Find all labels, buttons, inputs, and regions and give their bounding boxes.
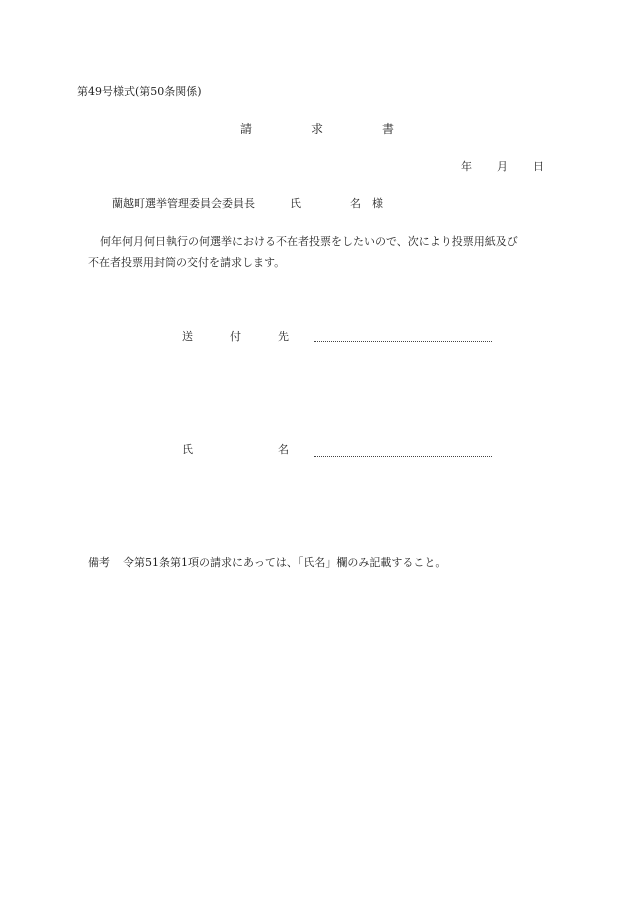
date-day-label: 日	[533, 160, 544, 173]
addressee-honorific-2: 名	[350, 197, 361, 210]
name-label-2: 名	[278, 443, 289, 456]
note-text: 令第51条第1項の請求にあっては、「氏名」欄のみ記載すること。	[123, 556, 447, 569]
body-line-2: 不在者投票用封筒の交付を請求します。	[88, 256, 286, 269]
note-label: 備考	[88, 556, 110, 569]
form-number: 第49号様式(第50条関係)	[77, 85, 202, 98]
addressee-name: 蘭越町選挙管理委員会委員長	[112, 197, 255, 210]
send-to-label-3: 先	[278, 330, 289, 343]
title-char-3: 書	[382, 122, 395, 136]
title-char-1: 請	[240, 122, 253, 136]
body-line-1: 何年何月何日執行の何選挙における不在者投票をしたいので、次により投票用紙及び	[100, 235, 518, 248]
name-label-1: 氏	[182, 443, 193, 456]
send-to-label-1: 送	[182, 330, 193, 343]
date-year-label: 年	[461, 160, 472, 173]
send-to-label-2: 付	[230, 330, 241, 343]
title-char-2: 求	[311, 122, 324, 136]
send-to-input-line[interactable]	[314, 341, 492, 342]
addressee-honorific-1: 氏	[290, 197, 301, 210]
name-input-line[interactable]	[314, 456, 492, 457]
date-month-label: 月	[497, 160, 508, 173]
addressee-honorific-3: 様	[372, 197, 383, 210]
